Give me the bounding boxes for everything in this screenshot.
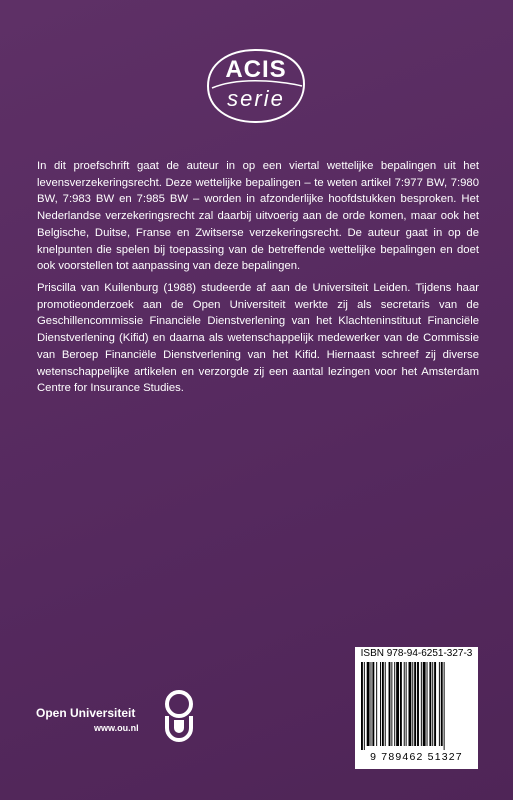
barcode-bar (404, 662, 405, 746)
barcode-bar (396, 662, 399, 746)
barcode-bar (423, 662, 426, 746)
barcode-bar (367, 662, 370, 746)
barcode-bar (400, 662, 402, 746)
barcode-bar (382, 662, 384, 746)
summary-paragraph: In dit proefschrift gaat de auteur in op een viertal wettelijke bepalingen uit het levensverzekeringsrecht. Deze wettelijke bepalingen – te weten artikel 7:977 BW, 7:980 BW, 7:983 BW en 7:985 BW – worden in afzonderlijke hoofdstukken besproken. Het Nederlandse verzekeringsrecht zal daarbij uitvoerig aan de orde komen, maar ook het Belgische, Duitse, Franse en Zwitserse verzekeringsrecht. De auteur gaat in op de knelpunten die spelen bij toepassing van de betreffende wettelijke bepalingen en doet ook voorstellen tot aanpassing van deze bepalingen. (37, 160, 479, 273)
publisher-name: Open Universiteit (36, 706, 136, 720)
logo-line2: serie (227, 86, 285, 111)
barcode-bar (389, 662, 391, 746)
barcode-bar (434, 662, 436, 746)
open-universiteit-logo-icon (162, 690, 196, 742)
barcode-bar (412, 662, 413, 746)
barcode-bar (417, 662, 419, 746)
barcode-bar (376, 662, 377, 746)
barcode-bar (394, 662, 395, 746)
barcode-bar (361, 662, 363, 750)
logo-line1: ACIS (225, 56, 287, 83)
barcode-bar (406, 662, 407, 746)
author-bio-paragraph: Priscilla van Kuilenburg (1988) studeerde af aan de Universiteit Leiden. Tijdens haar promotieonderzoek aan de Open Universiteit werkte zij als secretaris van de Geschillencommissie Financiële Dienstverlening van het Klachteninstituut Financiële Dienstverlening (Kifid) en daarna als wetenschappelijk medewerker van de Commissie van Beroep Financiële Dienstverlening van het Kifid. Hiernaast schreef zij diverse wetenschappelijke artikelen en verzorgde zij een aantal lezingen voor het Amsterdam Centre for Insurance Studies. (37, 282, 479, 395)
barcode-bar (429, 662, 431, 746)
acis-serie-logo (206, 48, 306, 124)
isbn-barcode (355, 647, 478, 769)
barcode-bar (439, 662, 440, 746)
isbn-text: ISBN 978-94-6251-327-3 (360, 648, 473, 659)
barcode-bar (371, 662, 372, 746)
barcode-bar (444, 662, 445, 750)
barcode-bar (432, 662, 433, 746)
publisher-logo (36, 690, 196, 745)
barcode-bar (385, 662, 386, 746)
barcode-bar (441, 662, 443, 746)
barcode-bar (380, 662, 381, 746)
barcode-bar (409, 662, 412, 746)
barcode-digits: 9 789462 51327 (370, 751, 463, 763)
barcode-bar (427, 662, 428, 746)
barcode-bar (421, 662, 422, 746)
barcode-bar (391, 662, 392, 746)
barcode-bar (372, 662, 374, 746)
barcode-bar (414, 662, 416, 746)
barcode-bars (359, 662, 474, 750)
publisher-url: www.ou.nl (94, 723, 139, 733)
barcode-bar (364, 662, 365, 750)
